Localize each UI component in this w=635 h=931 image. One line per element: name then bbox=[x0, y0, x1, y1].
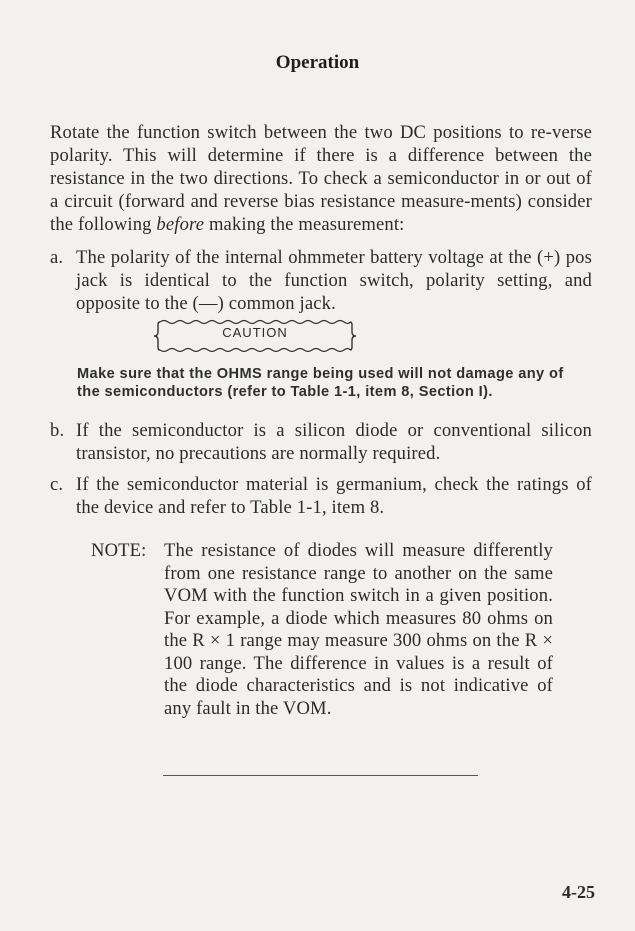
note-text: The resistance of diodes will measure differently from one resistance range to another on the same VOM with the function switch in a given position. For example, a diode which measures 80 ohms on the R × 1 range may measure 300 ohms on the R × 100 range. The difference in values is a result of the diode characteristics and is not indicative of any fault in the VOM. bbox=[164, 540, 553, 719]
list-item-a bbox=[50, 246, 592, 315]
caution-banner bbox=[152, 318, 358, 354]
section-heading: Operation bbox=[275, 52, 360, 73]
list-marker-b: b. bbox=[50, 420, 65, 441]
list-text-b: If the semiconductor is a silicon diode or conventional silicon transistor, no precautions are normally required. bbox=[76, 420, 592, 464]
intro-text-after: making the measurement: bbox=[204, 214, 405, 235]
page-number: 4-25 bbox=[562, 882, 595, 902]
list-marker-a: a. bbox=[50, 247, 64, 268]
list-text-c: If the semiconductor material is germanium, check the ratings of the device and refer to Table 1-1, item 8. bbox=[76, 474, 592, 518]
intro-text-before: Rotate the function switch between the two DC positions to re-verse polarity. This will determine if there is a difference between the resistance in the two directions. To check a semiconductor in or out of a circuit (forward and reverse bias resistance measure-ments) consider the following bbox=[50, 122, 592, 235]
horizontal-divider bbox=[163, 775, 478, 776]
caution-message: Make sure that the OHMS range being used will not damage any of the semiconductors (refer to Table 1-1, item 8, Section I). bbox=[77, 366, 564, 400]
list-item-b bbox=[50, 419, 592, 465]
note-block bbox=[91, 540, 553, 720]
list-text-a: The polarity of the internal ohmmeter battery voltage at the (+) pos jack is identical to the function switch, polarity setting, and opposite to the (—) common jack. bbox=[76, 247, 592, 314]
list-item-c bbox=[50, 473, 592, 519]
intro-paragraph bbox=[50, 121, 592, 236]
note-label: NOTE: bbox=[91, 540, 147, 561]
intro-emphasis: before bbox=[156, 214, 205, 235]
caution-label: CAUTION bbox=[222, 325, 288, 340]
list-marker-c: c. bbox=[50, 474, 64, 495]
